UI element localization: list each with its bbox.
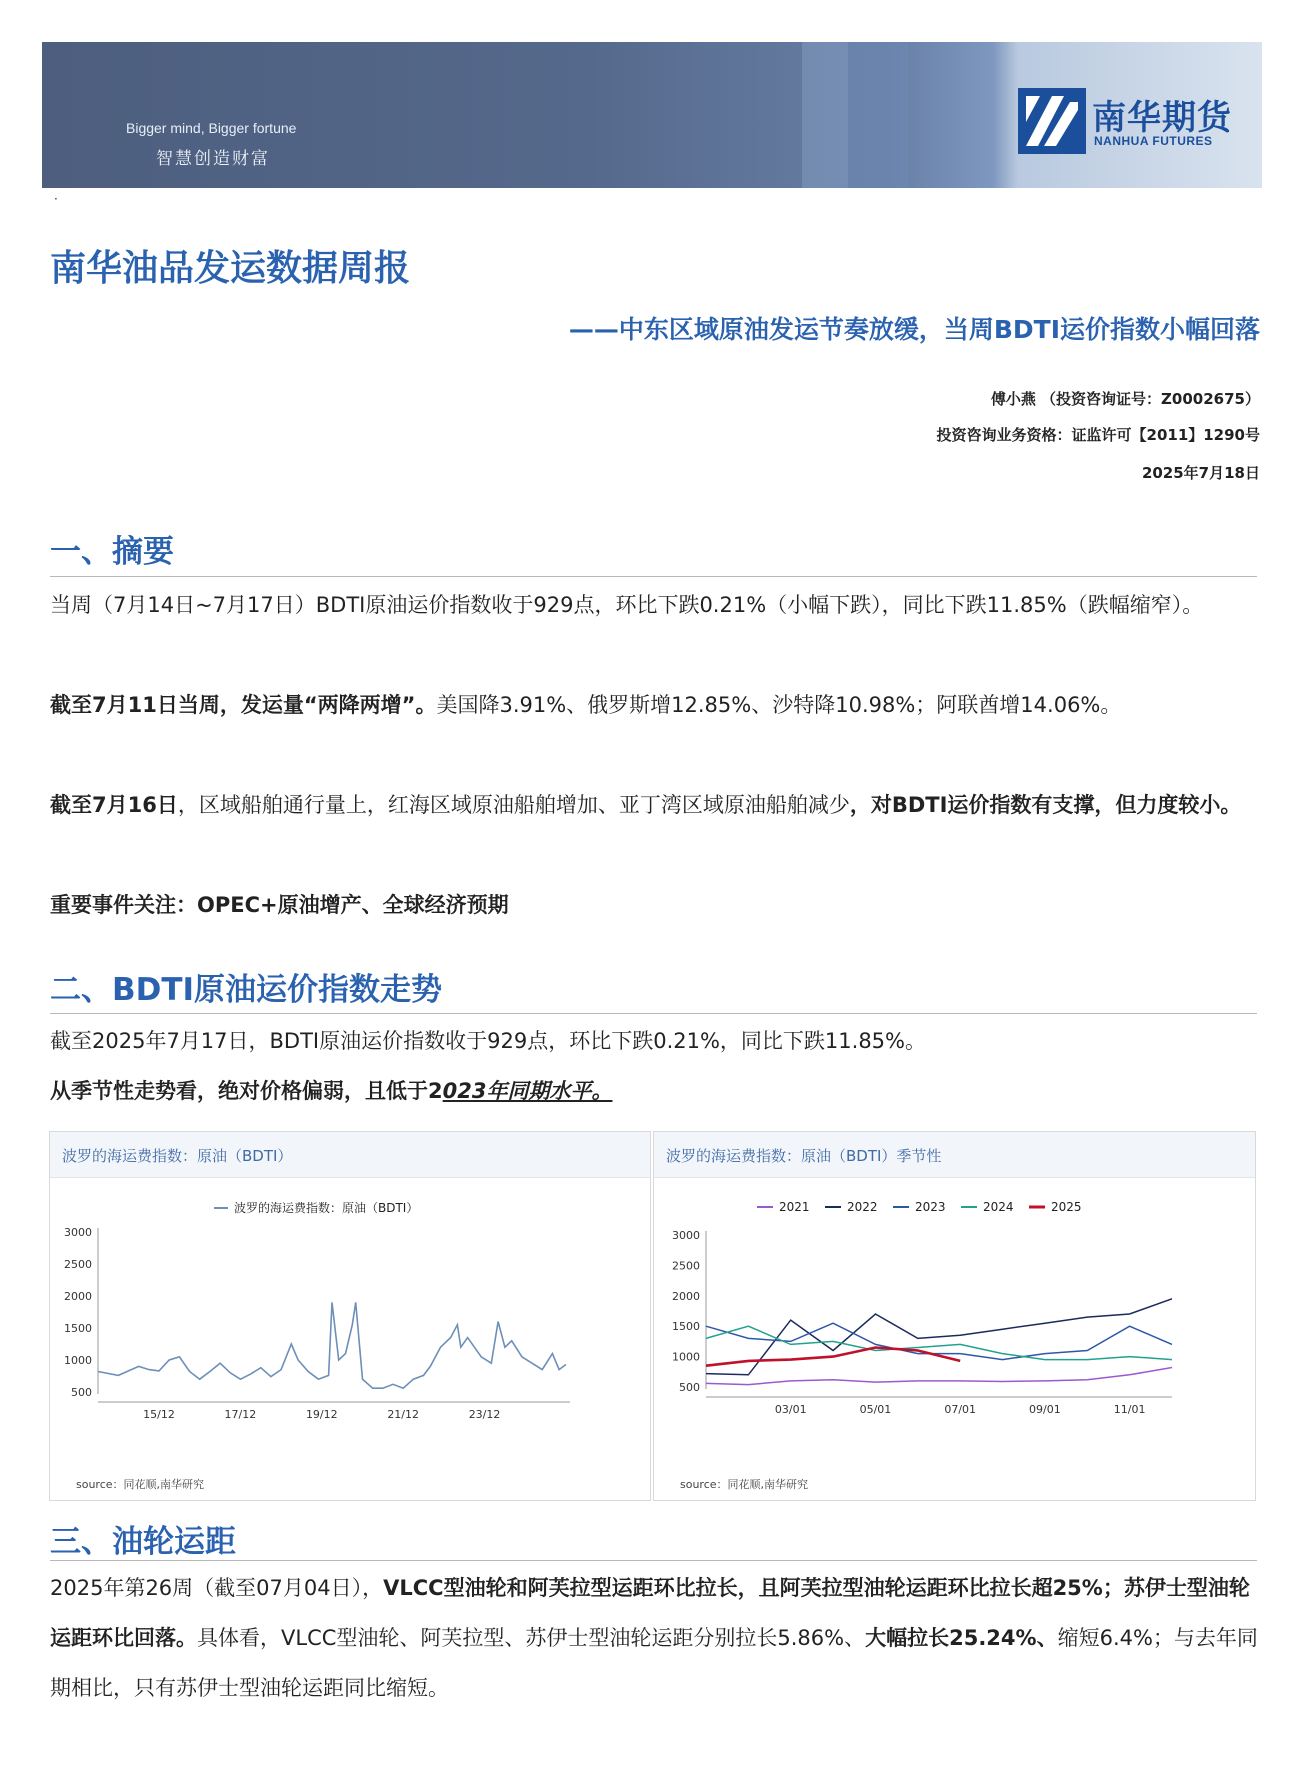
x-tick-label: 21/12 bbox=[387, 1408, 420, 1421]
section-divider bbox=[50, 576, 1257, 577]
legend-label: 2021 bbox=[779, 1200, 810, 1214]
x-tick-label: 05/01 bbox=[859, 1403, 892, 1416]
page-dot: · bbox=[54, 192, 58, 206]
y-tick-label: 2000 bbox=[64, 1290, 92, 1303]
chart-source: source：同花顺,南华研究 bbox=[680, 1478, 809, 1491]
summary-paragraph-1: 当周（7月14日~7月17日）BDTI原油运价指数收于929点，环比下跌0.21%（小幅下跌），同比下跌11.85%（跌幅缩窄）。 bbox=[50, 593, 1204, 617]
distance-bold-d: 大幅拉长25.24%、 bbox=[865, 1626, 1058, 1650]
page-title: 南华油品发运数据周报 bbox=[50, 248, 411, 289]
banner-stripe bbox=[802, 42, 848, 188]
distance-text-e: 缩短6.4%；与去年同期相比，只有苏伊士型油轮运距同比缩短。 bbox=[50, 1626, 1258, 1700]
x-tick-label: 19/12 bbox=[305, 1408, 338, 1421]
summary-paragraph-3 bbox=[50, 780, 1260, 830]
chart-source: source：同花顺,南华研究 bbox=[76, 1478, 205, 1491]
series-line-2023 bbox=[706, 1323, 1172, 1359]
y-tick-label: 1000 bbox=[64, 1354, 92, 1367]
series-line-2022 bbox=[706, 1299, 1172, 1375]
summary-p3-text: ，区域船舶通行量上，红海区域原油船舶增加、亚丁湾区域原油船舶减少 bbox=[177, 793, 850, 817]
y-tick-label: 1500 bbox=[64, 1322, 92, 1335]
logo-text-cn: 南华期货 bbox=[1092, 98, 1232, 138]
x-tick-label: 03/01 bbox=[774, 1403, 807, 1416]
chart-card-bdti bbox=[49, 1131, 651, 1501]
bdti-series-line bbox=[98, 1302, 566, 1388]
summary-p3-bold-2: ，对BDTI运价指数有支撑，但力度较小。 bbox=[849, 793, 1242, 817]
bdti-p2-bold: 从季节性走势看，绝对价格偏弱，且低于2 bbox=[50, 1079, 443, 1103]
legend-label: 2024 bbox=[983, 1200, 1014, 1214]
logo-text-en: NANHUA FUTURES bbox=[1094, 134, 1213, 148]
x-tick-label: 15/12 bbox=[143, 1408, 175, 1421]
x-tick-label: 23/12 bbox=[468, 1408, 501, 1421]
banner-stripe bbox=[848, 42, 908, 188]
bdti-paragraph-2 bbox=[50, 1066, 1260, 1116]
author-line: 傅小燕 （投资咨询证号：Z0002675） bbox=[990, 390, 1260, 408]
legend-label: 2022 bbox=[847, 1200, 878, 1214]
chart-title: 波罗的海运费指数：原油（BDTI）季节性 bbox=[654, 1132, 1255, 1178]
y-tick-label: 500 bbox=[71, 1386, 92, 1399]
slogan-en: Bigger mind, Bigger fortune bbox=[126, 120, 297, 136]
distance-text-a: 2025年第26周（截至07月04日）， bbox=[50, 1576, 384, 1600]
section-heading-summary: 一、摘要 bbox=[50, 534, 174, 570]
summary-p3-bold-1: 截至7月16日 bbox=[50, 793, 178, 817]
y-tick-label: 500 bbox=[679, 1381, 700, 1394]
section-heading-bdti: 二、BDTI原油运价指数走势 bbox=[50, 972, 443, 1008]
report-date: 2025年7月18日 bbox=[1141, 464, 1260, 482]
slogan-cn: 智慧创造财富 bbox=[156, 149, 270, 169]
summary-paragraph-4: 重要事件关注：OPEC+原油增产、全球经济预期 bbox=[50, 893, 509, 917]
legend-label: 波罗的海运费指数：原油（BDTI） bbox=[234, 1201, 419, 1215]
bdti-seasonal-chart bbox=[654, 1178, 1255, 1478]
bdti-line-chart bbox=[50, 1178, 650, 1478]
x-tick-label: 17/12 bbox=[224, 1408, 257, 1421]
page-subtitle: ——中东区域原油发运节奏放缓，当周BDTI运价指数小幅回落 bbox=[568, 315, 1260, 344]
x-tick-label: 11/01 bbox=[1113, 1403, 1146, 1416]
summary-p2-text: 美国降3.91%、俄罗斯增12.85%、沙特降10.98%；阿联酋增14.06%。 bbox=[436, 693, 1122, 717]
summary-paragraph-2 bbox=[50, 680, 1260, 730]
license-line: 投资咨询业务资格：证监许可【2011】1290号 bbox=[936, 426, 1260, 444]
chart-title: 波罗的海运费指数：原油（BDTI） bbox=[50, 1132, 650, 1178]
legend-label: 2025 bbox=[1051, 1200, 1082, 1214]
bdti-p2-underline: 023年同期水平。 bbox=[442, 1079, 613, 1103]
section-divider bbox=[50, 1013, 1257, 1014]
y-tick-label: 1500 bbox=[672, 1320, 700, 1334]
bdti-paragraph-1: 截至2025年7月17日，BDTI原油运价指数收于929点，环比下跌0.21%，同比下跌11.85%。 bbox=[50, 1029, 926, 1053]
legend-label: 2023 bbox=[915, 1200, 946, 1214]
nanhua-logo-icon bbox=[1018, 88, 1086, 154]
y-tick-label: 3000 bbox=[64, 1226, 92, 1239]
x-tick-label: 09/01 bbox=[1029, 1403, 1061, 1416]
y-tick-label: 2500 bbox=[64, 1258, 92, 1271]
distance-text-c: 具体看，VLCC型油轮、阿芙拉型、苏伊士型油轮运距分别拉长5.86%、 bbox=[197, 1626, 866, 1650]
y-tick-label: 1000 bbox=[672, 1350, 700, 1364]
series-line-2021 bbox=[706, 1368, 1172, 1385]
summary-p2-bold: 截至7月11日当周，发运量“两降两增”。 bbox=[50, 693, 437, 717]
chart-card-seasonal bbox=[653, 1131, 1256, 1501]
y-tick-label: 3000 bbox=[672, 1229, 700, 1242]
y-tick-label: 2000 bbox=[672, 1289, 700, 1303]
distance-paragraph bbox=[50, 1563, 1260, 1713]
header-banner bbox=[42, 42, 1262, 188]
section-divider bbox=[50, 1560, 1257, 1561]
distance-bold-b: VLCC型油轮和阿芙拉型运距环比拉长，且阿芙拉型油轮运距环比拉长超25%；苏伊士型油轮运距环比回落。 bbox=[50, 1576, 1250, 1650]
y-tick-label: 2500 bbox=[672, 1259, 700, 1273]
section-heading-distance: 三、油轮运距 bbox=[50, 1524, 236, 1560]
x-tick-label: 07/01 bbox=[944, 1403, 977, 1416]
